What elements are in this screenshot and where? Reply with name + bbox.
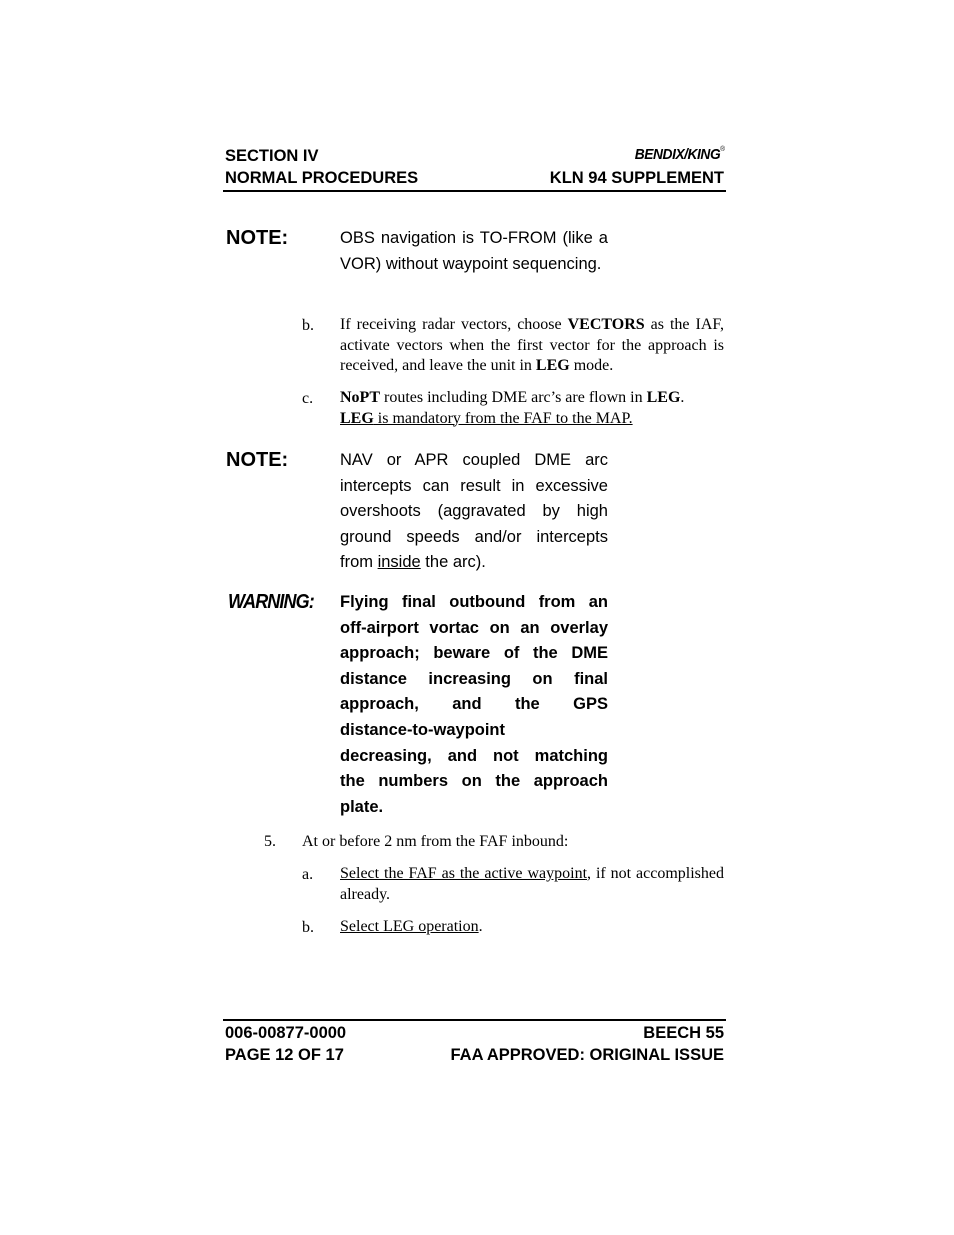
step-marker: b. (302, 919, 314, 936)
step-marker: c. (302, 390, 314, 407)
note-label: NOTE: (226, 449, 289, 471)
note-text: NAV or APR coupled DME arc intercepts can result in excessive overshoots (aggravated by high ground speeds and/or intercepts from inside the arc). (340, 451, 608, 572)
section-label: SECTION IV (225, 147, 319, 165)
supplement-title: KLN 94 SUPPLEMENT (549, 169, 724, 187)
page-number: PAGE 12 OF 17 (225, 1046, 344, 1064)
step-text: At or before 2 nm from the FAF inbound: (302, 833, 569, 850)
step-marker: 5. (264, 833, 276, 850)
step-marker: a. (302, 866, 314, 883)
note-text: OBS navigation is TO-FROM (like a VOR) without waypoint sequencing. (340, 229, 608, 273)
aircraft-model: BEECH 55 (643, 1024, 724, 1042)
step-text: NoPT routes including DME arc’s are flown in LEG. LEG is mandatory from the FAF to the MAP. (340, 389, 685, 427)
brand-logo (635, 146, 725, 163)
document-number: 006-00877-0000 (225, 1024, 347, 1042)
brand-logo-text: BENDIX/KING (635, 146, 721, 163)
footer-rule (223, 1019, 726, 1021)
step-marker: b. (302, 317, 314, 334)
warning-text: Flying final outbound from an off-airport vortac on an overlay approach; beware of the DME distance increasing on final approach, and the GPS distance-to-waypoint decreasing, and not matching the numbers on the approach plate. (340, 593, 608, 816)
approval-status: FAA APPROVED: ORIGINAL ISSUE (450, 1046, 724, 1064)
header-rule (223, 190, 726, 192)
note-label: NOTE: (226, 227, 289, 249)
registered-mark: ® (720, 146, 725, 153)
step-text: If receiving radar vectors, choose VECTORS as the IAF, activate vectors when the first vector for the approach is received, and leave the unit in LEG mode. (340, 316, 725, 374)
section-title: NORMAL PROCEDURES (225, 169, 419, 187)
step-text: Select the FAF as the active waypoint, if not accomplished already. (340, 865, 725, 903)
warning-label: WARNING: (228, 591, 314, 613)
step-text: Select LEG operation. (340, 918, 483, 935)
